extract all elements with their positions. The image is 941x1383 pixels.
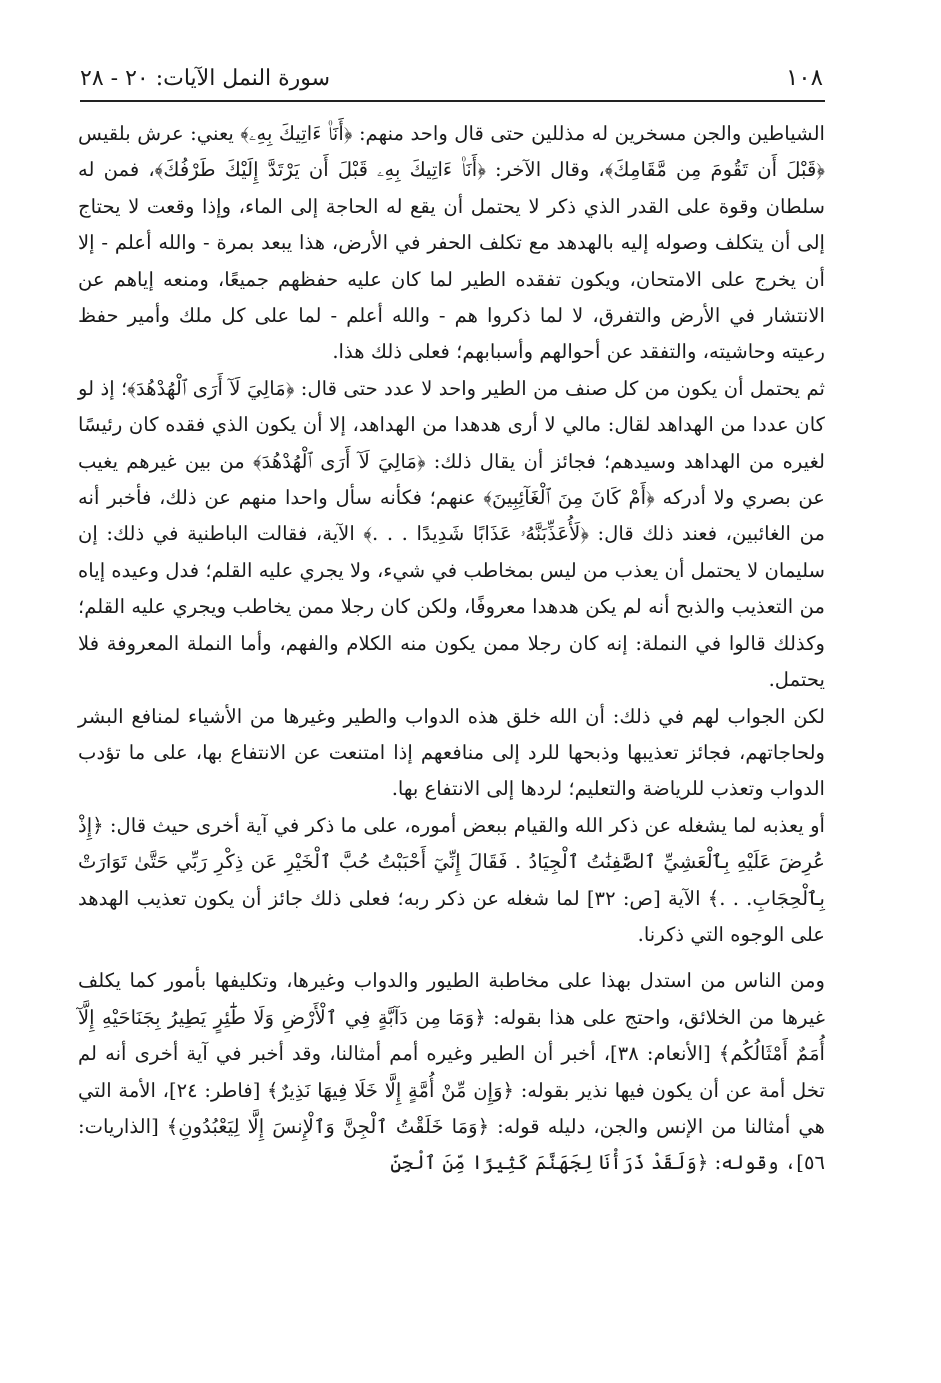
paragraph: ومن الناس من استدل بهذا على مخاطبة الطيور والدواب وغيرها، وتكليفها بأمور كما يكلف غيرها من الخلائق، واحتج على هذا بقوله: ﴿وَمَا مِن دَآبَّةٍ فِي ٱلْأَرْضِ وَلَا طَٰٓئِرٍ يَطِيرُ بِجَنَاحَيْهِ إِلَّآ أُمَمٌ أَمْثَالُكُم﴾ [الأنعام: ٣٨]، أخبر أن الطير وغيره أمم أمثالنا، وقد أخبر في آية أخرى أنه لم تخل أمة عن أن يكون فيها نذير بقوله: ﴿وَإِن مِّنْ أُمَّةٍ إِلَّا خَلَا فِيهَا نَذِيرٌ﴾ [فاطر: ٢٤]، الأمة التي هي أمثالنا من الإنس والجن، دليله قوله: ﴿وَمَا خَلَقْتُ ٱلْجِنَّ وَٱلْإِنسَ إِلَّا لِيَعْبُدُونِ﴾ [الذاريات: ٥٦]، وقوله: ﴿وَلَقَدْ ذَرَأْنَا لِجَهَنَّمَ كَثِيرًا مِّنَ ٱلْجِنِّ bbox=[78, 969, 826, 1175]
paragraph: أو يعذبه لما يشغله عن ذكر الله والقيام ببعض أموره، على ما ذكر في آية أخرى حيث قال: ﴿إِذْ عُرِضَ عَلَيْهِ بِٱلْعَشِيِّ ٱلصَّٰفِنَٰتُ ٱلْجِيَادُ . فَقَالَ إِنِّيٓ أَحْبَبْتُ حُبَّ ٱلْخَيْرِ عَن ذِكْرِ رَبِّي حَتَّىٰ تَوَارَتْ بِٱلْحِجَابِ. . .﴾ الآية [ص: ٣٢] لما شغله عن ذكر ربه؛ فعلى ذلك جائز أن يكون تعذيب الهدهد على الوجوه التي ذكرنا. bbox=[78, 813, 825, 946]
page-header bbox=[80, 58, 823, 98]
running-title: سورة النمل الآيات: ٢٠ - ٢٨ bbox=[80, 65, 331, 91]
paragraph: الشياطين والجن مسخرين له مذللين حتى قال واحد منهم: ﴿أَنَا۠ ءَاتِيكَ بِهِۦ﴾ يعني: عرش بلقيس ﴿قَبْلَ أَن تَقُومَ مِن مَّقَامِكَ﴾، وقال الآخر: ﴿أَنَا۠ ءَاتِيكَ بِهِۦ قَبْلَ أَن يَرْتَدَّ إِلَيْكَ طَرْفُكَ﴾، فمن له سلطان وقوة على القدر الذي ذكر لا يحتمل أن يقع له الحاجة إلى الماء، وإذا وقعت لا يحتاج إلى أن يتكلف وصوله إليه بالهدهد مع تكلف الحفر في الأرض، هذا يبعد بمرة - والله أعلم - إلا أن يخرج على الامتحان، ويكون تفقده الطير لما كان عليه حفظهم جميعًا، ومنعه إياهم عن الانتشار في الأرض والتفرق، لا لما ذكروا هم - والله أعلم - لما على كل ملك وأمير حفظ رعيته وحاشيته، والتفقد عن أحوالهم وأسبابهم؛ فعلى ذلك هذا. bbox=[78, 122, 825, 364]
header-rule bbox=[80, 100, 825, 102]
paragraph: ثم يحتمل أن يكون من كل صنف من الطير واحد لا عدد حتى قال: ﴿مَالِيَ لَآ أَرَى ٱلْهُدْهُدَ﴾؛ إذ لو كان عددا من الهداهد لقال: مالي لا أرى هدهدا من الهداهد، إلا أن يكون الذي فقده كان رئيسًا لغيره من الهداهد وسيدهم؛ فجائز أن يقال ذلك: ﴿مَالِيَ لَآ أَرَى ٱلْهُدْهُدَ﴾ من بين غيرهم يغيب عن بصري ولا أدركه ﴿أَمْ كَانَ مِنَ ٱلْغَآئِبِينَ﴾ عنهم؛ فكأنه سأل واحدا منهم عن ذلك، فأخبر أنه من الغائبين، فعند ذلك قال: ﴿لَأُعَذِّبَنَّهُۥ عَذَابًا شَدِيدًا . . .﴾ الآية، فقالت الباطنية في ذلك: إن سليمان لا يحتمل أن يعذب من ليس بمخاطب في شيء، ولا يجري عليه القلم؛ فدل وعيده إياه من التعذيب والذبح أنه لم يكن هدهدا معروفًا، ولكن كان رجلا ممن يخاطب ويجري عليه القلم؛ وكذلك قالوا في النملة: إنه كان رجلا ممن يكون منه الكلام والفهم، وأما النملة المعروفة فلا يحتمل. bbox=[78, 376, 825, 692]
paragraph: لكن الجواب لهم في ذلك: أن الله خلق هذه الدواب والطير وغيرها من الأشياء لمنافع البشر ولحاجاتهم، فجائز تعذيبها وذبحها للرد إلى منافعهم إذا امتنعت عن الانتفاع بها، على ما تؤدب الدواب وتعذب للرياضة والتعليم؛ لردها إلى الانتفاع بها. bbox=[78, 704, 825, 801]
body-text bbox=[78, 116, 825, 1182]
page-number: ١٠٨ bbox=[785, 65, 823, 91]
